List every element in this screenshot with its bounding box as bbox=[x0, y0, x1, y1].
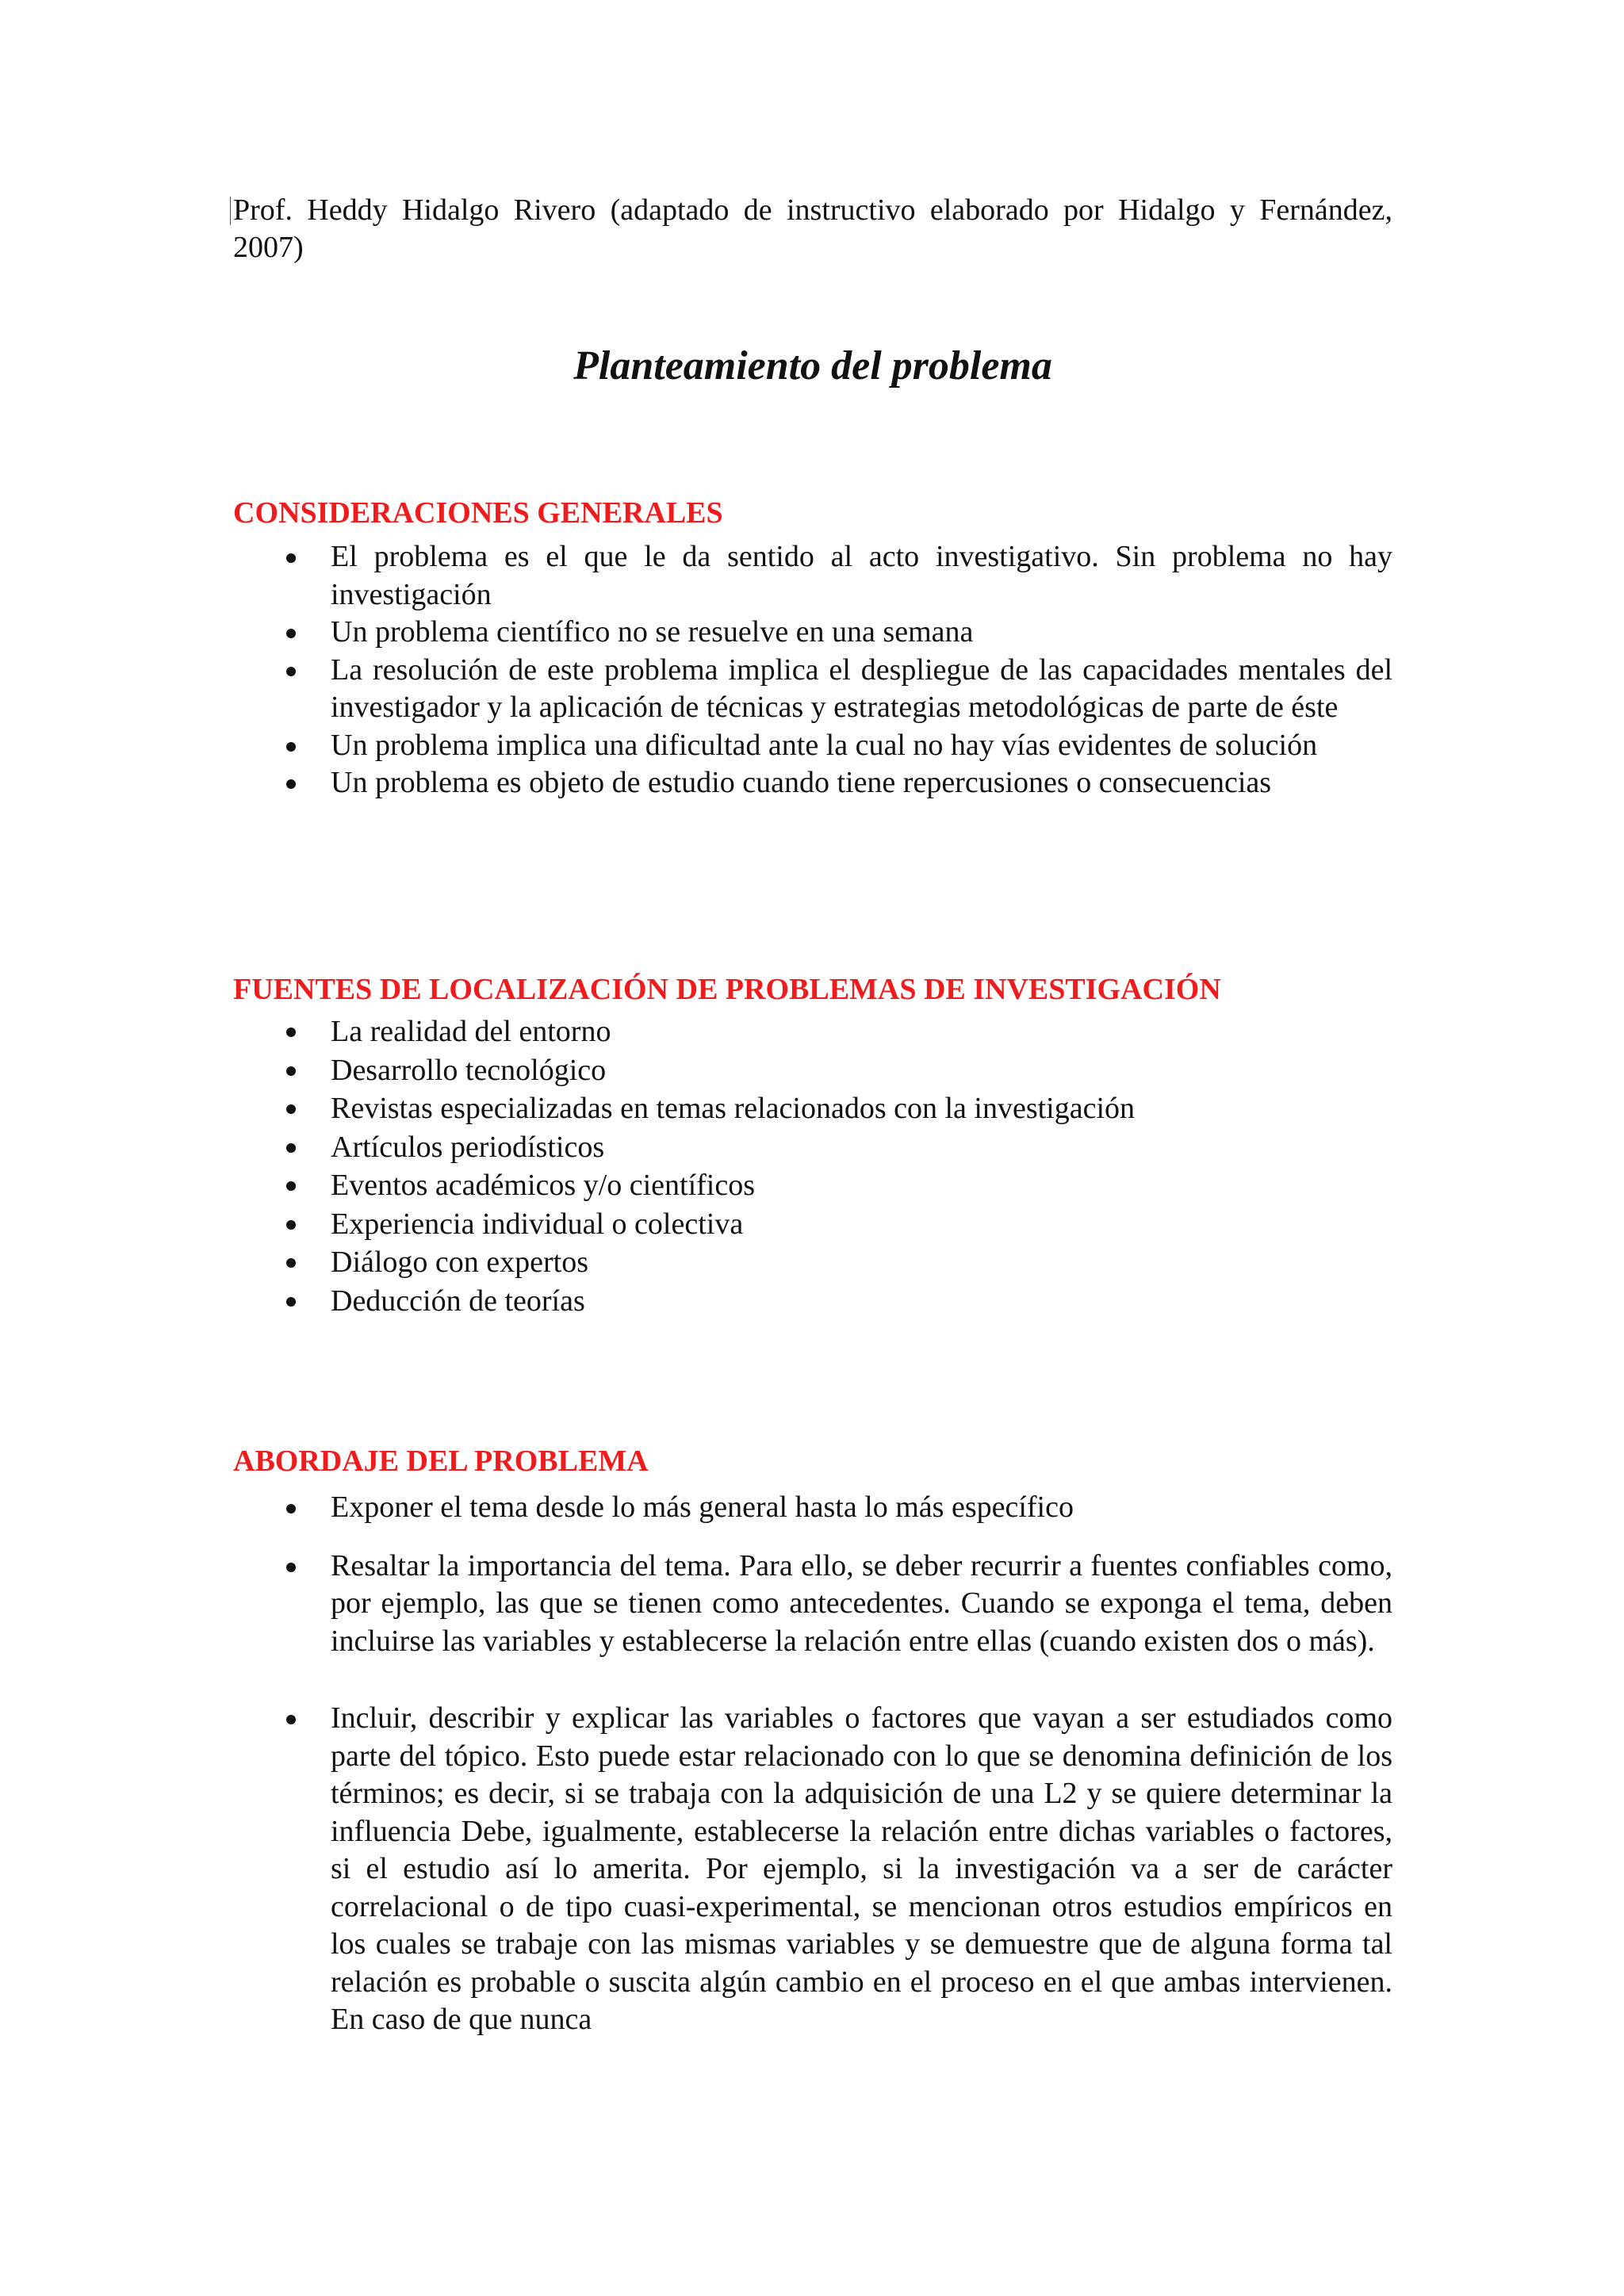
list-item-text: Desarrollo tecnológico bbox=[331, 1053, 607, 1087]
bullet-list bbox=[233, 538, 1392, 802]
list-item-text: Un problema es objeto de estudio cuando tiene repercusiones o consecuencias bbox=[331, 766, 1272, 799]
bullet-icon bbox=[286, 1104, 296, 1114]
bullet-icon bbox=[286, 1220, 296, 1230]
list-item-text: Resaltar la importancia del tema. Para ello, se deber recurrir a fuentes confiables como, por ejemplo, las que se tienen como antecedentes. Cuando se exponga el tema, deben incluirse las variables y establecerse la relación entre ellas (cuando existen dos o más). bbox=[331, 1548, 1392, 1658]
section-heading: CONSIDERACIONES GENERALES bbox=[233, 496, 723, 530]
section-abordaje-problema bbox=[233, 1443, 1392, 2039]
list-item-text: La realidad del entorno bbox=[331, 1015, 611, 1048]
list-item bbox=[233, 1089, 1392, 1128]
list-item bbox=[233, 652, 1392, 727]
list-item bbox=[233, 1282, 1392, 1321]
list-item bbox=[233, 1205, 1392, 1244]
list-item-text: Exponer el tema desde lo más general hasta lo más específico bbox=[331, 1490, 1074, 1524]
bullet-icon bbox=[286, 1143, 296, 1153]
list-item-text: Artículos periodísticos bbox=[331, 1130, 605, 1164]
bullet-list bbox=[233, 1489, 1392, 2039]
bullet-icon bbox=[286, 1715, 296, 1724]
author-note-text: Prof. Heddy Hidalgo Rivero (adaptado de instructivo elaborado por Hidalgo y Fernández, 2007) bbox=[233, 193, 1392, 264]
list-item-text: Un problema científico no se resuelve en una semana bbox=[331, 615, 974, 649]
list-item-text: Experiencia individual o colectiva bbox=[331, 1207, 744, 1241]
section-heading: FUENTES DE LOCALIZACIÓN DE PROBLEMAS DE INVESTIGACIÓN bbox=[233, 973, 1221, 1006]
list-item bbox=[233, 1548, 1392, 1661]
list-item bbox=[233, 614, 1392, 652]
list-item bbox=[233, 538, 1392, 614]
list-item-text: Deducción de teorías bbox=[331, 1284, 585, 1318]
bullet-icon bbox=[286, 1027, 296, 1037]
list-item-text: Revistas especializadas en temas relacionados con la investigación bbox=[331, 1092, 1136, 1125]
bullet-icon bbox=[286, 1504, 296, 1513]
bullet-icon bbox=[286, 779, 296, 789]
bullet-icon bbox=[286, 1297, 296, 1307]
list-item-text: Un problema implica una dificultad ante la cual no hay vías evidentes de solución bbox=[331, 728, 1318, 762]
bullet-icon bbox=[286, 1258, 296, 1268]
bullet-list bbox=[233, 1012, 1392, 1320]
list-item-text: La resolución de este problema implica el despliegue de las capacidades mentales del investigador y la aplicación de técnicas y estrategias metodológicas de parte de éste bbox=[331, 652, 1392, 724]
bullet-icon bbox=[286, 1563, 296, 1572]
section-fuentes-localizacion bbox=[233, 971, 1392, 1320]
list-item-text: Diálogo con expertos bbox=[331, 1246, 589, 1279]
document-title: Planteamiento del problema bbox=[573, 343, 1052, 388]
document-page bbox=[233, 192, 1392, 2036]
list-item bbox=[233, 764, 1392, 802]
list-item-text: Incluir, describir y explicar las variables o factores que vayan a ser estudiados como parte del tópico. Esto puede estar relacionado con lo que se denomina definición de los términos; es decir, si se trabaja con la adquisición de una L2 y se quiere determinar la influencia Debe, igualmente, establecerse la relación entre dichas variables o factores, si el estudio así lo amerita. Por ejemplo, si la investigación va a ser de carácter correlacional o de tipo cuasi-experimental, se mencionan otros estudios empíricos en los cuales se trabaje con las mismas variables y se demuestre que de alguna forma tal relación es probable o suscita algún cambio en el proceso en el que ambas intervienen. En caso de que nunca bbox=[331, 1701, 1392, 2036]
section-heading: ABORDAJE DEL PROBLEMA bbox=[233, 1445, 649, 1478]
bullet-icon bbox=[286, 629, 296, 638]
author-note bbox=[233, 192, 1392, 266]
bullet-icon bbox=[286, 553, 296, 563]
list-item bbox=[233, 1166, 1392, 1205]
list-item bbox=[233, 1051, 1392, 1090]
list-item bbox=[233, 1012, 1392, 1051]
list-item bbox=[233, 1700, 1392, 2039]
list-item bbox=[233, 1243, 1392, 1282]
list-item-text: El problema es el que le da sentido al acto investigativo. Sin problema no hay investigación bbox=[331, 540, 1392, 611]
section-consideraciones-generales bbox=[233, 495, 1392, 802]
list-item bbox=[233, 727, 1392, 765]
list-item bbox=[233, 1128, 1392, 1167]
list-item-text: Eventos académicos y/o científicos bbox=[331, 1169, 755, 1202]
list-item bbox=[233, 1489, 1392, 1527]
bullet-icon bbox=[286, 1181, 296, 1191]
bullet-icon bbox=[286, 1066, 296, 1076]
bullet-icon bbox=[286, 742, 296, 752]
text-cursor bbox=[230, 197, 231, 225]
bullet-icon bbox=[286, 667, 296, 676]
